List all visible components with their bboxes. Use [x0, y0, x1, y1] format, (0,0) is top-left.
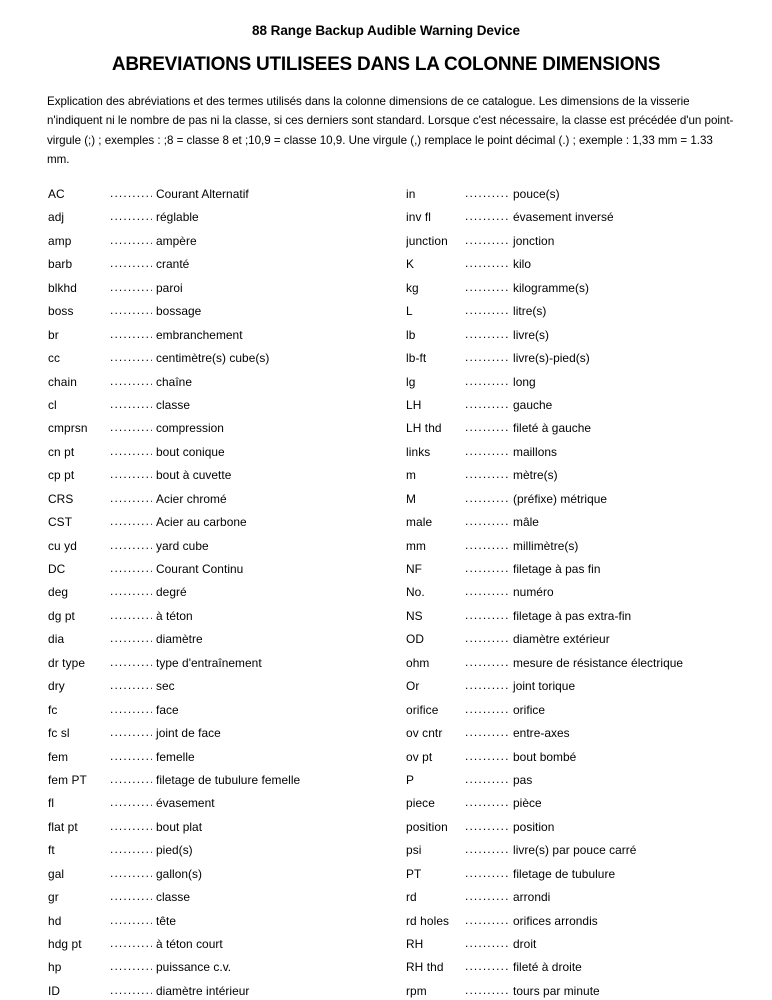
glossary-row: [406, 605, 766, 628]
abbreviation-definition: position: [513, 819, 555, 834]
dot-leader: [465, 535, 509, 557]
glossary-row: [48, 230, 398, 253]
glossary-row: [48, 886, 398, 909]
dot-leader: [465, 605, 509, 627]
abbreviation-definition: évasement: [156, 796, 215, 811]
abbreviation-definition: yard cube: [156, 538, 209, 553]
abbreviation-definition: numéro: [513, 585, 554, 600]
glossary-row: [48, 839, 398, 862]
page-title: ABREVIATIONS UTILISEES DANS LA COLONNE DIMENSIONS: [111, 54, 661, 75]
glossary-row: [406, 886, 766, 909]
abbreviation-definition: mâle: [513, 515, 539, 530]
abbreviation-term: hdg pt: [48, 937, 82, 951]
abbreviation-term: LH thd: [406, 421, 442, 436]
abbreviation-term: fem: [48, 749, 69, 764]
abbreviation-term: deg: [48, 585, 69, 600]
glossary-row: [406, 699, 766, 722]
glossary-row: [406, 839, 766, 862]
abbreviation-definition: filetage à pas extra-fin: [513, 608, 632, 623]
glossary-row: [406, 324, 766, 347]
abbreviation-definition: jonction: [513, 233, 555, 248]
abbreviation-term: CRS: [48, 491, 74, 506]
dot-leader: [110, 652, 152, 674]
dot-leader: [465, 675, 509, 697]
glossary-row: [48, 863, 398, 886]
abbreviation-term: cu yd: [48, 538, 77, 553]
abbreviation-term: ohm: [406, 655, 430, 670]
abbreviation-term: kg: [406, 280, 419, 295]
abbreviation-definition: bout bombé: [513, 749, 577, 764]
abbreviation-term: lg: [406, 374, 416, 389]
abbreviation-definition: livre(s)-pied(s): [513, 351, 590, 366]
abbreviation-definition: degré: [156, 585, 187, 600]
abbreviation-definition: orifice: [513, 702, 546, 717]
abbreviation-definition: bout conique: [156, 444, 225, 459]
glossary-row: [48, 394, 398, 417]
dot-leader: [110, 230, 152, 252]
abbreviation-definition: chaîne: [156, 374, 193, 389]
abbreviation-definition: type d'entraînement: [156, 655, 262, 670]
glossary-row: [48, 910, 398, 933]
glossary-row: [48, 675, 398, 698]
dot-leader: [110, 839, 152, 861]
glossary-row: [406, 792, 766, 815]
dot-leader: [465, 792, 509, 814]
glossary-row: [406, 863, 766, 886]
abbreviation-term: fl: [48, 796, 55, 811]
abbreviation-definition: cranté: [156, 257, 190, 272]
abbreviation-definition: à téton: [156, 608, 193, 623]
abbreviation-term: AC: [48, 187, 65, 201]
abbreviation-definition: tours par minute: [513, 983, 600, 998]
dot-leader: [465, 746, 509, 768]
abbreviation-term: M: [406, 491, 417, 506]
abbreviation-definition: filetage de tubulure: [513, 866, 616, 881]
glossary-row: [48, 699, 398, 722]
abbreviation-term: hp: [48, 960, 62, 975]
abbreviation-term: cmprsn: [48, 421, 88, 436]
abbreviation-term: inv fl: [406, 210, 432, 225]
abbreviation-term: P: [406, 772, 415, 787]
abbreviation-term: barb: [48, 257, 73, 272]
abbreviation-definition: bout à cuvette: [156, 468, 232, 483]
dot-leader: [110, 863, 152, 885]
abbreviation-term: ov cntr: [406, 726, 443, 741]
abbreviation-definition: réglable: [156, 210, 199, 225]
abbreviations-glossary: [0, 183, 772, 998]
glossary-row: [406, 183, 766, 206]
abbreviation-definition: kilo: [513, 257, 532, 272]
abbreviation-definition: arrondi: [513, 890, 551, 905]
dot-leader: [465, 886, 509, 908]
abbreviation-definition: fileté à droite: [513, 960, 582, 975]
intro-paragraph: [47, 92, 735, 169]
glossary-row: [48, 980, 398, 1000]
abbreviation-term: mm: [406, 538, 427, 553]
glossary-row: [48, 956, 398, 979]
dot-leader: [110, 277, 152, 299]
abbreviation-definition: litre(s): [513, 304, 547, 319]
abbreviation-term: rd holes: [406, 913, 450, 928]
dot-leader: [110, 371, 152, 393]
dot-leader: [110, 441, 152, 463]
dot-leader: [110, 933, 152, 955]
intro-text: Explication des abréviations et des termes utilisés dans la colonne dimensions de ce catalogue. Les dimensions de la visserie n'indiquent ni le nombre de pas ni la classe, si ces derniers sont standard. Lorsque c'est nécessaire, la classe est précédée d'un point-virgule (;) ; exemples : ;8 = classe 8 et ;10,9 = classe 10,9. Une virgule (,) remplace le point décimal (.) ; exemple : 1,33 mm = 1.33 mm.: [47, 95, 734, 166]
dot-leader: [110, 183, 152, 205]
dot-leader: [465, 980, 509, 1000]
glossary-row: [406, 441, 766, 464]
glossary-row: [406, 746, 766, 769]
abbreviation-definition: filetage à pas fin: [513, 562, 601, 576]
glossary-row: [48, 253, 398, 276]
abbreviation-definition: fileté à gauche: [513, 421, 592, 436]
abbreviation-term: chain: [48, 374, 77, 389]
glossary-row: [48, 652, 398, 675]
dot-leader: [465, 230, 509, 252]
abbreviation-definition: pied(s): [156, 843, 193, 858]
glossary-row: [406, 464, 766, 487]
abbreviation-term: RH: [406, 937, 424, 951]
abbreviation-definition: évasement inversé: [513, 210, 614, 225]
abbreviation-definition: femelle: [156, 749, 195, 764]
glossary-row: [406, 347, 766, 370]
glossary-row: [48, 300, 398, 323]
glossary-row: [406, 933, 766, 956]
dot-leader: [465, 324, 509, 346]
glossary-row: [406, 206, 766, 229]
abbreviation-term: OD: [406, 632, 425, 647]
abbreviation-term: rpm: [406, 983, 427, 998]
glossary-row: [406, 816, 766, 839]
abbreviation-term: rd: [406, 890, 417, 905]
dot-leader: [465, 300, 509, 322]
dot-leader: [465, 558, 509, 580]
glossary-row: [406, 675, 766, 698]
abbreviation-definition: face: [156, 702, 179, 717]
glossary-row: [406, 581, 766, 604]
abbreviation-definition: tête: [156, 913, 177, 928]
glossary-row: [406, 956, 766, 979]
abbreviation-term: cl: [48, 397, 57, 412]
glossary-column-left: [48, 183, 398, 1000]
dot-leader: [465, 394, 509, 416]
abbreviation-term: br: [48, 327, 59, 342]
abbreviation-definition: diamètre extérieur: [513, 632, 610, 647]
dot-leader: [465, 183, 509, 205]
abbreviation-definition: Acier au carbone: [156, 515, 247, 530]
glossary-row: [48, 441, 398, 464]
abbreviation-term: ft: [48, 843, 55, 858]
abbreviation-definition: maillons: [513, 444, 558, 459]
abbreviation-definition: pièce: [513, 796, 542, 811]
dot-leader: [465, 956, 509, 978]
abbreviation-term: fc sl: [48, 726, 70, 741]
dot-leader: [110, 675, 152, 697]
dot-leader: [110, 417, 152, 439]
abbreviation-definition: bossage: [156, 304, 202, 319]
abbreviation-definition: mesure de résistance électrique: [513, 655, 684, 670]
abbreviation-term: position: [406, 819, 448, 834]
glossary-row: [48, 628, 398, 651]
abbreviation-term: fc: [48, 702, 58, 717]
glossary-row: [48, 605, 398, 628]
abbreviation-term: gal: [48, 866, 65, 881]
abbreviation-term: amp: [48, 233, 72, 248]
glossary-row: [406, 558, 766, 581]
abbreviation-definition: ampère: [156, 233, 197, 248]
dot-leader: [465, 722, 509, 744]
abbreviation-term: NS: [406, 608, 423, 623]
dot-leader: [110, 206, 152, 228]
abbreviation-term: No.: [406, 585, 425, 600]
abbreviation-definition: puissance c.v.: [156, 960, 232, 975]
dot-leader: [465, 253, 509, 275]
glossary-row: [48, 722, 398, 745]
glossary-row: [48, 769, 398, 792]
abbreviation-term: DC: [48, 562, 66, 576]
abbreviation-term: dg pt: [48, 608, 75, 623]
abbreviation-definition: gauche: [513, 397, 553, 412]
abbreviation-term: dia: [48, 632, 65, 647]
abbreviation-definition: droit: [513, 937, 537, 951]
glossary-row: [406, 253, 766, 276]
abbreviation-term: orifice: [406, 702, 439, 717]
glossary-row: [48, 535, 398, 558]
abbreviation-definition: gallon(s): [156, 866, 203, 881]
document-header: [0, 22, 772, 39]
abbreviation-definition: joint torique: [513, 679, 576, 694]
glossary-row: [48, 371, 398, 394]
abbreviation-definition: orifices arrondis: [513, 913, 598, 928]
abbreviation-term: lb: [406, 327, 416, 342]
abbreviation-term: LH: [406, 397, 422, 412]
abbreviation-definition: Courant Alternatif: [156, 187, 249, 201]
glossary-row: [48, 558, 398, 581]
dot-leader: [110, 488, 152, 510]
dot-leader: [110, 535, 152, 557]
dot-leader: [465, 933, 509, 955]
abbreviation-definition: embranchement: [156, 327, 243, 342]
glossary-row: [406, 722, 766, 745]
abbreviation-term: psi: [406, 843, 422, 858]
abbreviation-term: NF: [406, 562, 423, 576]
dot-leader: [110, 722, 152, 744]
abbreviation-term: piece: [406, 796, 435, 811]
abbreviation-definition: millimètre(s): [513, 538, 579, 553]
abbreviation-term: adj: [48, 210, 65, 225]
dot-leader: [110, 956, 152, 978]
abbreviation-term: dry: [48, 679, 65, 694]
dot-leader: [110, 980, 152, 1000]
dot-leader: [465, 863, 509, 885]
abbreviation-definition: paroi: [156, 280, 183, 295]
dot-leader: [110, 816, 152, 838]
abbreviation-term: PT: [406, 866, 422, 881]
abbreviation-definition: à téton court: [156, 937, 223, 951]
dot-leader: [465, 910, 509, 932]
abbreviation-term: ov pt: [406, 749, 433, 764]
abbreviation-definition: joint de face: [156, 726, 221, 741]
abbreviation-term: K: [406, 257, 415, 272]
abbreviation-definition: filetage de tubulure femelle: [156, 772, 301, 787]
dot-leader: [465, 652, 509, 674]
abbreviation-definition: kilogramme(s): [513, 280, 589, 295]
glossary-row: [406, 488, 766, 511]
abbreviation-term: boss: [48, 304, 74, 319]
dot-leader: [110, 324, 152, 346]
dot-leader: [465, 441, 509, 463]
dot-leader: [110, 300, 152, 322]
abbreviation-term: L: [406, 304, 413, 319]
dot-leader: [465, 699, 509, 721]
dot-leader: [465, 206, 509, 228]
dot-leader: [110, 253, 152, 275]
abbreviation-definition: long: [513, 374, 536, 389]
dot-leader: [465, 511, 509, 533]
glossary-row: [406, 910, 766, 933]
dot-leader: [110, 394, 152, 416]
glossary-row: [48, 933, 398, 956]
abbreviation-term: m: [406, 468, 417, 483]
abbreviation-definition: bout plat: [156, 819, 203, 834]
abbreviation-term: ID: [48, 983, 61, 998]
glossary-row: [48, 816, 398, 839]
dot-leader: [110, 464, 152, 486]
dot-leader: [465, 277, 509, 299]
abbreviation-definition: diamètre intérieur: [156, 983, 250, 998]
product-title: 88 Range Backup Audible Warning Device: [252, 23, 520, 38]
abbreviation-term: RH thd: [406, 960, 444, 975]
dot-leader: [110, 347, 152, 369]
glossary-column-right: [406, 183, 766, 1000]
dot-leader: [465, 371, 509, 393]
dot-leader: [110, 628, 152, 650]
glossary-row: [48, 488, 398, 511]
glossary-row: [406, 535, 766, 558]
abbreviation-definition: (préfixe) métrique: [513, 491, 608, 506]
abbreviation-term: in: [406, 187, 416, 201]
glossary-row: [406, 394, 766, 417]
abbreviation-term: CST: [48, 515, 73, 530]
glossary-row: [406, 628, 766, 651]
glossary-row: [48, 581, 398, 604]
glossary-row: [48, 324, 398, 347]
dot-leader: [465, 464, 509, 486]
abbreviation-term: gr: [48, 890, 59, 905]
abbreviation-definition: classe: [156, 397, 191, 412]
dot-leader: [465, 581, 509, 603]
dot-leader: [465, 628, 509, 650]
abbreviation-definition: diamètre: [156, 632, 203, 647]
glossary-row: [406, 300, 766, 323]
glossary-row: [48, 746, 398, 769]
dot-leader: [465, 488, 509, 510]
abbreviation-term: links: [406, 444, 431, 459]
glossary-row: [406, 769, 766, 792]
abbreviation-definition: pas: [513, 772, 533, 787]
dot-leader: [110, 699, 152, 721]
dot-leader: [110, 605, 152, 627]
abbreviation-term: male: [406, 515, 433, 530]
abbreviation-term: junction: [406, 233, 448, 248]
glossary-row: [48, 511, 398, 534]
abbreviation-term: Or: [406, 679, 420, 694]
glossary-row: [406, 511, 766, 534]
abbreviation-term: cn pt: [48, 444, 75, 459]
glossary-row: [406, 417, 766, 440]
dot-leader: [110, 558, 152, 580]
abbreviation-definition: centimètre(s) cube(s): [156, 351, 270, 366]
dot-leader: [110, 910, 152, 932]
glossary-row: [406, 277, 766, 300]
abbreviation-term: cc: [48, 351, 61, 366]
dot-leader: [465, 769, 509, 791]
glossary-row: [48, 464, 398, 487]
abbreviation-definition: sec: [156, 679, 175, 694]
glossary-row: [48, 206, 398, 229]
abbreviation-definition: pouce(s): [513, 187, 560, 201]
abbreviation-term: blkhd: [48, 280, 77, 295]
glossary-row: [406, 230, 766, 253]
dot-leader: [110, 886, 152, 908]
glossary-row: [406, 652, 766, 675]
abbreviation-definition: entre-axes: [513, 726, 570, 741]
glossary-row: [48, 417, 398, 440]
abbreviation-term: dr type: [48, 655, 86, 670]
abbreviation-term: fem PT: [48, 772, 87, 787]
dot-leader: [465, 417, 509, 439]
abbreviation-definition: classe: [156, 890, 191, 905]
dot-leader: [465, 839, 509, 861]
glossary-row: [48, 183, 398, 206]
dot-leader: [465, 347, 509, 369]
glossary-row: [48, 277, 398, 300]
dot-leader: [110, 792, 152, 814]
dot-leader: [110, 581, 152, 603]
abbreviation-definition: livre(s): [513, 327, 550, 342]
abbreviation-term: lb-ft: [406, 351, 427, 366]
abbreviation-definition: compression: [156, 421, 224, 436]
abbreviation-term: hd: [48, 913, 62, 928]
abbreviation-definition: Acier chromé: [156, 491, 227, 506]
glossary-row: [48, 792, 398, 815]
abbreviation-definition: Courant Continu: [156, 562, 244, 576]
abbreviation-definition: livre(s) par pouce carré: [513, 843, 637, 858]
dot-leader: [110, 746, 152, 768]
glossary-row: [406, 371, 766, 394]
abbreviation-term: flat pt: [48, 819, 78, 834]
glossary-row: [48, 347, 398, 370]
dot-leader: [110, 769, 152, 791]
abbreviation-term: cp pt: [48, 468, 75, 483]
dot-leader: [110, 511, 152, 533]
dot-leader: [465, 816, 509, 838]
abbreviation-definition: mètre(s): [513, 468, 558, 483]
glossary-row: [406, 980, 766, 1000]
